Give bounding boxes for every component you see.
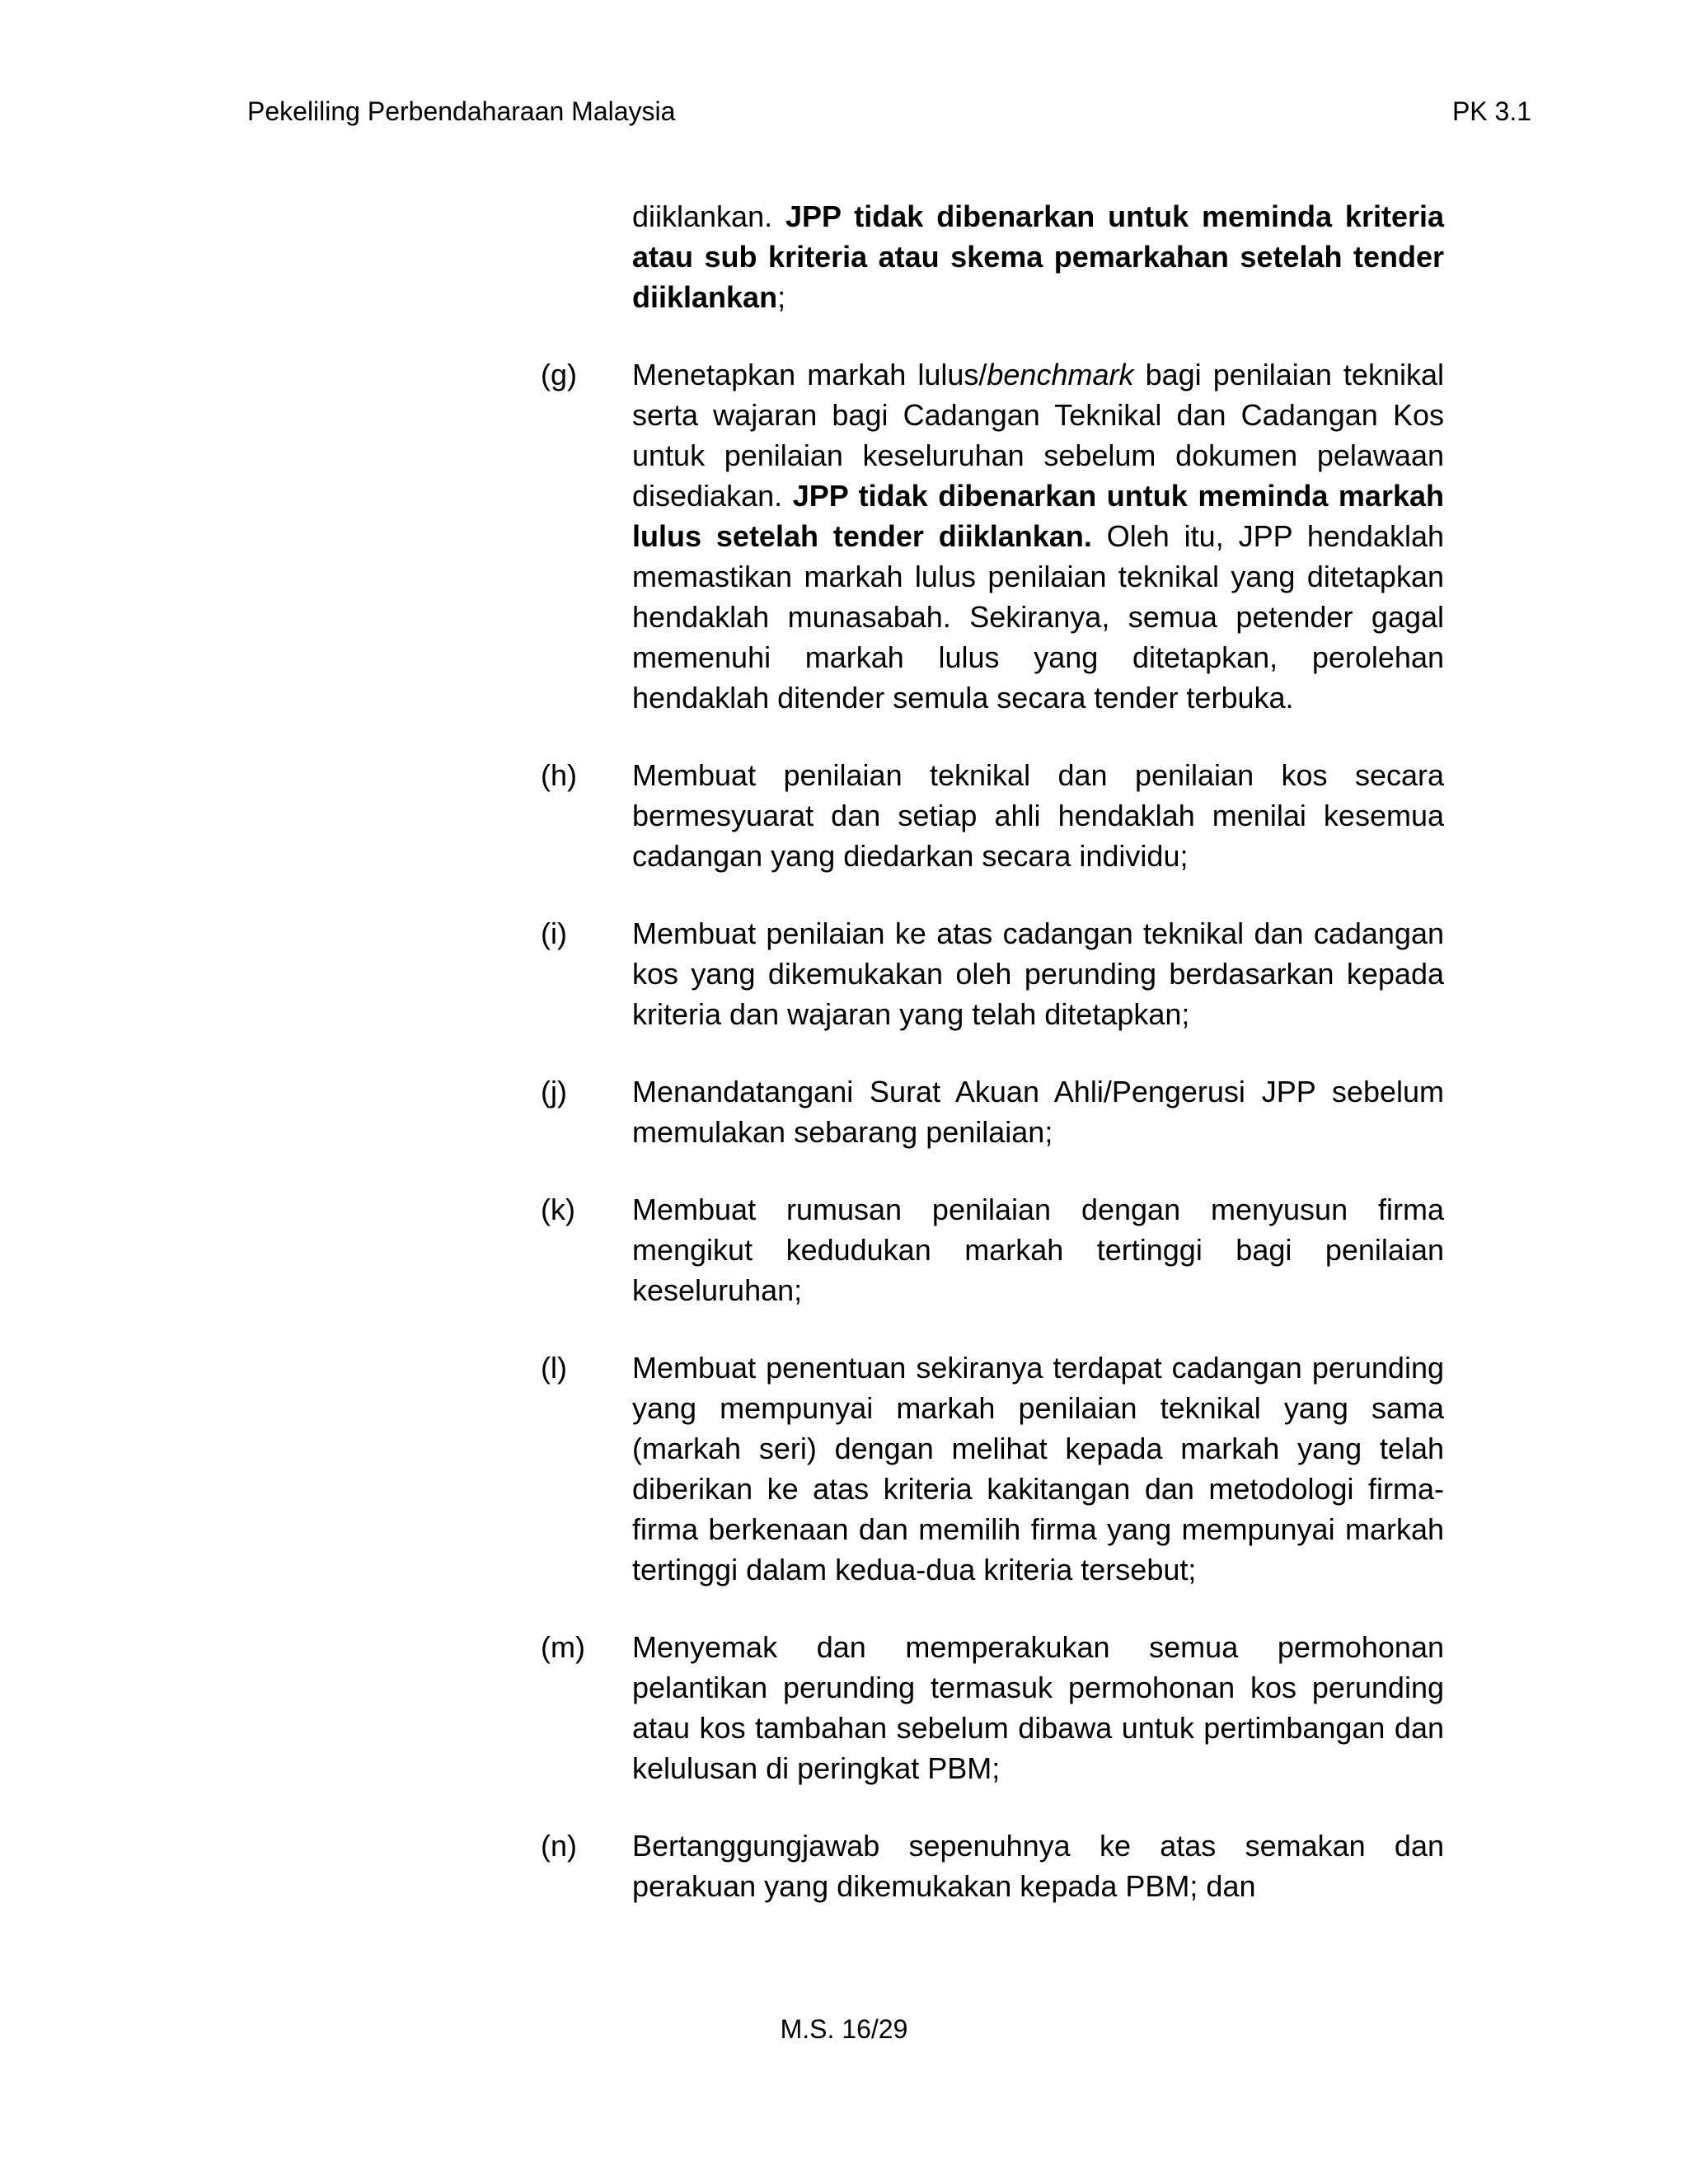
item-text: Membuat rumusan penilaian dengan menyusun firma mengikut kedudukan markah tertinggi bagi penilaian keseluruhan; — [632, 1193, 1444, 1307]
list-item-i — [541, 913, 1444, 1034]
item-text: Menandatangani Surat Akuan Ahli/Pengerusi JPP sebelum memulakan sebarang penilaian; — [632, 1075, 1444, 1149]
item-text: Membuat penilaian ke atas cadangan teknikal dan cadangan kos yang dikemukakan oleh perunding berdasarkan kepada kriteria dan wajaran yang telah ditetapkan; — [632, 916, 1444, 1031]
list-marker: (m) — [541, 1630, 585, 1664]
item-text: bagi penilaian teknikal serta wajaran bagi Cadangan Teknikal dan Cadangan Kos untuk penilaian keseluruhan sebelum dokumen pelawaan disediakan. — [632, 358, 1444, 513]
continuation-text: diiklankan. — [632, 199, 785, 233]
item-bold-text: JPP tidak dibenarkan untuk meminda markah lulus setelah tender diiklankan. — [632, 479, 1444, 553]
document-body — [541, 196, 1447, 1906]
document-title: Pekeliling Perbendaharaan Malaysia — [247, 96, 676, 126]
item-text: Membuat penilaian teknikal dan penilaian kos secara bermesyuarat dan setiap ahli hendaklah menilai kesemua cadangan yang diedarkan secara individu; — [632, 758, 1444, 873]
continuation-bold-text: JPP tidak dibenarkan untuk meminda kriteria atau sub kriteria atau skema pemarkahan setelah tender diiklankan — [632, 199, 1445, 314]
list-item-h — [541, 755, 1444, 876]
item-text: Menyemak dan memperakukan semua permohonan pelantikan perunding termasuk permohonan kos perunding atau kos tambahan sebelum dibawa untuk pertimbangan dan kelulusan di peringkat PBM; — [632, 1630, 1444, 1785]
item-text: Menetapkan markah lulus/ — [632, 358, 987, 391]
continuation-paragraph — [632, 196, 1444, 317]
list-marker: (g) — [541, 358, 577, 391]
item-text: Bertanggungjawab sepenuhnya ke atas semakan dan perakuan yang dikemukakan kepada PBM; dan — [632, 1829, 1444, 1903]
list-marker: (n) — [541, 1829, 577, 1863]
page-header — [247, 96, 1531, 138]
list-item-n — [541, 1825, 1444, 1906]
list-marker: (i) — [541, 916, 567, 950]
list-marker: (h) — [541, 758, 577, 792]
list-marker: (j) — [541, 1075, 567, 1108]
item-text: Membuat penentuan sekiranya terdapat cadangan perunding yang mempunyai markah penilaian teknikal yang sama (markah seri) dengan melihat kepada markah yang telah diberikan ke atas kriteria kakitangan dan metodologi firma-firma berkenaan dan memilih firma yang mempunyai markah tertinggi dalam kedua-dua kriteria tersebut; — [632, 1351, 1444, 1586]
list-item-m — [541, 1627, 1444, 1788]
page-footer — [0, 2014, 1688, 2045]
page-number: M.S. 16/29 — [780, 2014, 908, 2044]
list-marker: (l) — [541, 1351, 567, 1385]
list-item-j — [541, 1071, 1444, 1152]
item-italic-text: benchmark — [987, 358, 1134, 391]
list-item-l — [541, 1347, 1444, 1590]
item-text: Oleh itu, JPP hendaklah memastikan markah lulus penilaian teknikal yang ditetapkan hendaklah munasabah. Sekiranya, semua petender gagal memenuhi markah lulus yang ditetapkan, perolehan hendaklah ditender semula secara tender terbuka. — [632, 519, 1444, 715]
continuation-end-text: ; — [777, 280, 786, 314]
list-marker: (k) — [541, 1193, 575, 1226]
list-item-k — [541, 1189, 1444, 1310]
document-code: PK 3.1 — [1451, 96, 1531, 126]
list-item-g — [541, 354, 1444, 718]
